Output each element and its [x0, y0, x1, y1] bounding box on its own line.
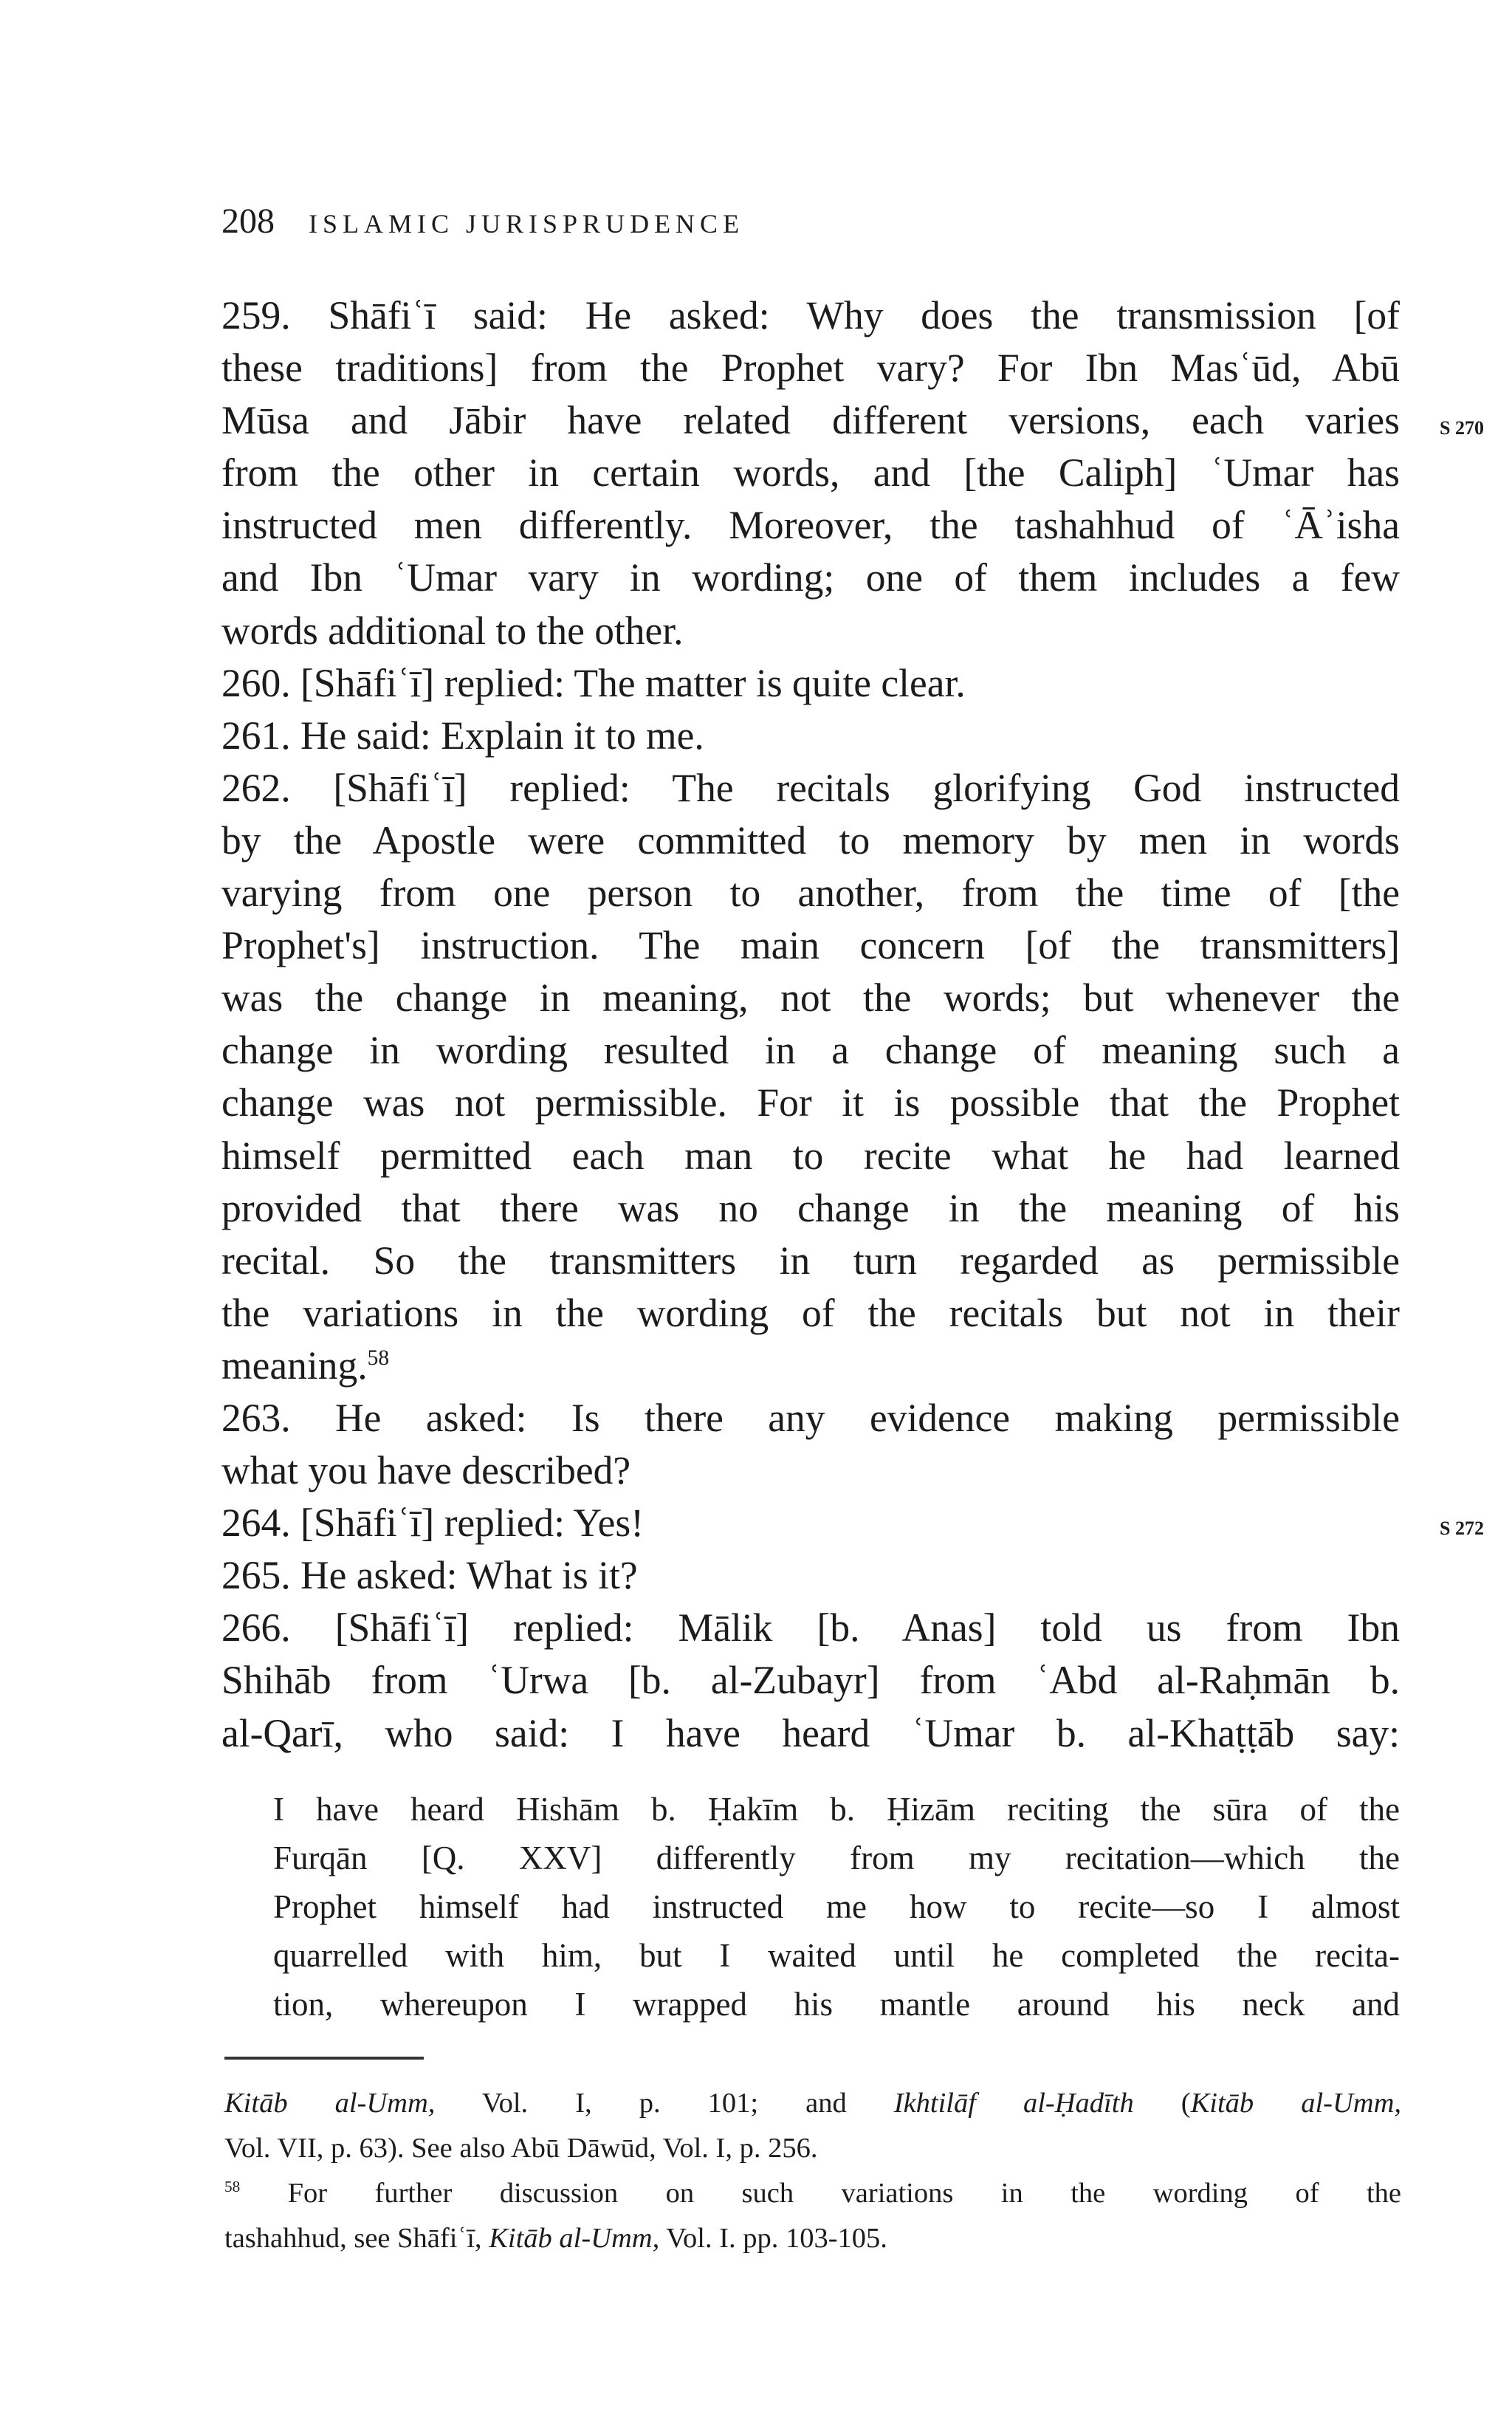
text-line: varying from one person to another, from the time of [the	[221, 871, 1400, 916]
text-line: these traditions] from the Prophet vary? For Ibn Masʿūd, Abū	[221, 346, 1400, 391]
footnote-text: Vol. I, p. 101; and	[435, 2088, 894, 2119]
text-line: words additional to the other.	[221, 608, 684, 653]
footnote-marker: 58	[224, 2178, 241, 2196]
title-italic: Kitāb al-Umm,	[489, 2223, 660, 2254]
title-italic: Kitāb al-Umm,	[1190, 2088, 1401, 2119]
text-line: provided that there was no change in the meaning of his	[221, 1185, 1400, 1230]
footnote-line: Vol. VII, p. 63). See also Abū Dāwūd, Vol. I, p. 256.	[224, 2133, 818, 2164]
quote-line: Furqān [Q. XXV] differently from my recitation—which the	[273, 1840, 1400, 1876]
text-line: Mūsa and Jābir have related different versions, each varies	[221, 398, 1400, 443]
quote-line: tion, whereupon I wrapped his mantle around his neck and	[273, 1986, 1400, 2023]
page-number: 208	[221, 202, 275, 241]
text-line: 263. He asked: Is there any evidence making permissible	[221, 1395, 1400, 1440]
text-line: and Ibn ʿUmar vary in wording; one of them includes a few	[221, 555, 1400, 600]
title-italic: Kitāb al-Umm,	[224, 2088, 436, 2119]
text-line: 266. [Shāfiʿī] replied: Mālik [b. Anas] told us from Ibn	[221, 1605, 1400, 1650]
text-line: what you have described?	[221, 1448, 631, 1493]
quote-line: I have heard Hishām b. Ḥakīm b. Ḥizām reciting the sūra of the	[273, 1791, 1400, 1828]
text-line: 260. [Shāfiʿī] replied: The matter is quite clear.	[221, 660, 966, 705]
text-line: Shihāb from ʿUrwa [b. al-Zubayr] from ʿAbd al-Raḥmān b.	[221, 1658, 1400, 1703]
text-line: instructed men differently. Moreover, the tashahhud of ʿĀʾisha	[221, 503, 1400, 548]
text-line-content: meaning.	[221, 1343, 368, 1388]
footnote-text: tashahhud, see Shāfiʿī,	[224, 2223, 489, 2254]
text-line: 261. He said: Explain it to me.	[221, 713, 704, 758]
running-header	[221, 201, 744, 241]
footnote-separator	[224, 2057, 424, 2060]
title-italic: Ikhtilāf al-Ḥadīth	[893, 2088, 1134, 2119]
text-line: was the change in meaning, not the words; but whenever the	[221, 976, 1400, 1021]
text-line: change in wording resulted in a change of meaning such a	[221, 1028, 1400, 1073]
text-line: 264. [Shāfiʿī] replied: Yes!	[221, 1501, 645, 1546]
block-quote	[273, 1785, 1400, 2029]
text-line: 262. [Shāfiʿī] replied: The recitals glorifying God instructed	[221, 765, 1400, 810]
footnote-line	[224, 2216, 1401, 2261]
text-line	[221, 1340, 1400, 1392]
margin-reference: S 270	[1440, 417, 1484, 439]
quote-line: quarrelled with him, but I waited until he completed the recita-	[273, 1937, 1400, 1974]
text-line: the variations in the wording of the recitals but not in their	[221, 1290, 1400, 1335]
main-text	[221, 289, 1400, 1760]
quote-line: Prophet himself had instructed me how to recite—so I almost	[273, 1888, 1400, 1925]
footnote-reference: 58	[367, 1346, 390, 1371]
footnotes	[224, 2081, 1401, 2261]
text-line: change was not permissible. For it is possible that the Prophet	[221, 1080, 1400, 1125]
footnote-text: (	[1133, 2088, 1191, 2119]
text-line: al-Qarī, who said: I have heard ʿUmar b. al-Khaṭṭāb say:	[221, 1710, 1400, 1755]
text-line: from the other in certain words, and [the Caliph] ʿUmar has	[221, 450, 1400, 496]
footnote-text: Vol. I. pp. 103-105.	[659, 2223, 887, 2254]
footnote-line	[224, 2081, 1401, 2126]
footnote-line	[224, 2171, 1401, 2216]
running-title: ISLAMIC JURISPRUDENCE	[309, 209, 745, 239]
text-line: 259. Shāfiʿī said: He asked: Why does the transmission [of	[221, 293, 1400, 337]
footnote-text: For further discussion on such variations in the wording of the	[240, 2178, 1401, 2209]
text-line: 265. He asked: What is it?	[221, 1553, 638, 1598]
text-line: by the Apostle were committed to memory by men in words	[221, 817, 1400, 863]
text-line: himself permitted each man to recite what he had learned	[221, 1133, 1400, 1178]
text-line: Prophet's] instruction. The main concern [of the transmitters]	[221, 923, 1400, 968]
margin-reference: S 272	[1440, 1518, 1484, 1539]
text-line: recital. So the transmitters in turn regarded as permissible	[221, 1238, 1400, 1283]
